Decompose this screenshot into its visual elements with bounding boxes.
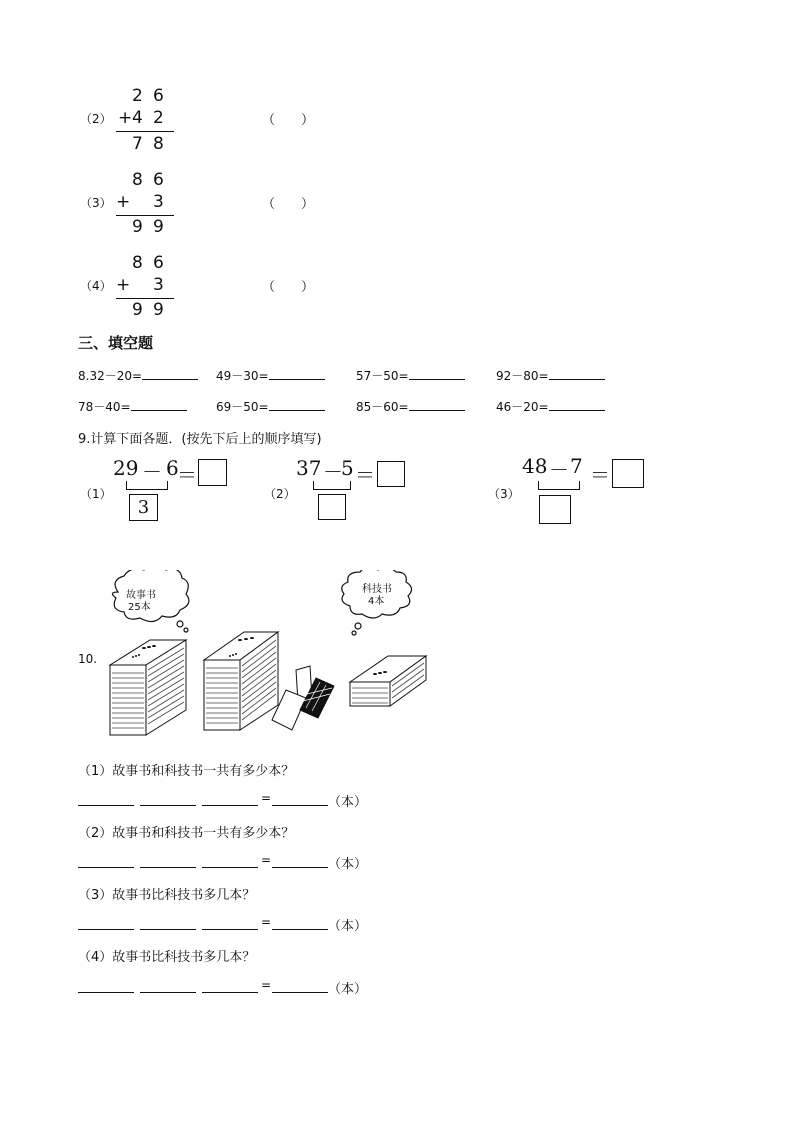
- problem-number: （3）: [488, 487, 520, 501]
- unit-label: （本）: [328, 982, 368, 997]
- answer-paren[interactable]: （ ）: [262, 197, 315, 212]
- equals-sign: ＝: [177, 463, 197, 487]
- equals-sign: =: [261, 915, 272, 929]
- answer-blank[interactable]: [140, 867, 196, 868]
- digit: 9: [132, 300, 143, 320]
- minus-sign: －: [323, 460, 343, 484]
- answer-blank[interactable]: [142, 367, 198, 380]
- intermediate-box[interactable]: [318, 494, 346, 520]
- operand-b: 5: [341, 456, 354, 480]
- digit: 2: [153, 108, 164, 128]
- bubble-line: 科技书: [362, 584, 392, 595]
- answer-blank[interactable]: [269, 398, 325, 411]
- answer-blank[interactable]: [140, 805, 196, 806]
- equals-sign: =: [261, 978, 272, 992]
- plus-sign: +: [118, 108, 133, 128]
- answer-blank[interactable]: [409, 398, 465, 411]
- bubble-line: 4本: [368, 596, 385, 607]
- answer-blank[interactable]: [140, 929, 196, 930]
- book-stack-icon: [350, 656, 426, 706]
- q8-expr: 92－80=: [496, 369, 549, 383]
- bracket: [126, 481, 168, 490]
- q8-expr: 57－50=: [356, 369, 409, 383]
- plus-sign: +: [116, 275, 131, 295]
- answer-blank[interactable]: [202, 867, 258, 868]
- problem-number: （2）: [264, 487, 296, 501]
- digit: 9: [132, 217, 143, 237]
- digit: 3: [153, 192, 164, 212]
- q8-item: [78, 398, 187, 415]
- unit-label: （本）: [328, 795, 368, 810]
- answer-blank[interactable]: [409, 367, 465, 380]
- digit: 7: [132, 134, 143, 154]
- answer-blank[interactable]: [140, 992, 196, 993]
- answer-blank[interactable]: [202, 805, 258, 806]
- q8-expr: 46－20=: [496, 400, 549, 414]
- answer-blank[interactable]: [272, 805, 328, 806]
- sub-question-label: （3）故事书比科技书多几本？: [78, 888, 256, 903]
- sum-line: [116, 298, 174, 299]
- digit: 9: [153, 217, 164, 237]
- answer-blank[interactable]: [549, 367, 605, 380]
- digit: 4: [132, 108, 143, 128]
- plus-sign: +: [116, 192, 131, 212]
- answer-paren[interactable]: （ ）: [262, 280, 315, 295]
- q8-item: [356, 367, 465, 384]
- answer-blank[interactable]: [78, 805, 134, 806]
- q9-title: 9.计算下面各题．(按先下后上的顺序填写): [78, 432, 322, 447]
- answer-blank[interactable]: [272, 929, 328, 930]
- q8-expr: 85－60=: [356, 400, 409, 414]
- intermediate-box[interactable]: [539, 495, 571, 524]
- minus-sign: －: [549, 458, 569, 482]
- sub-question-label: （4）故事书比科技书多几本？: [78, 950, 256, 965]
- answer-blank[interactable]: [202, 992, 258, 993]
- answer-blank[interactable]: [78, 992, 134, 993]
- bubble-line: 故事书: [126, 590, 156, 601]
- q8-expr: 69－50=: [216, 400, 269, 414]
- q8-item: [78, 367, 198, 384]
- answer-paren[interactable]: （ ）: [262, 113, 315, 128]
- answer-blank[interactable]: [78, 929, 134, 930]
- operand-a: 48: [522, 454, 548, 478]
- bubble-line: 25本: [128, 602, 151, 613]
- q8-expr: 49－30=: [216, 369, 269, 383]
- digit: 8: [132, 253, 143, 273]
- loose-books-icon: [272, 666, 334, 730]
- answer-blank[interactable]: [269, 367, 325, 380]
- problem-number: （1）: [80, 487, 112, 501]
- book-stack-icon: [110, 640, 186, 735]
- problem-number: （2）: [80, 112, 112, 126]
- sub-question-label: （2）故事书和科技书一共有多少本？: [78, 826, 295, 841]
- answer-blank[interactable]: [202, 929, 258, 930]
- q8-item: [216, 398, 325, 415]
- q8-expr: 8.32－20=: [78, 369, 143, 383]
- intermediate-box[interactable]: 3: [129, 494, 158, 521]
- digit: 6: [153, 170, 164, 190]
- equals-sign: =: [261, 853, 272, 867]
- problem-number: （4）: [80, 279, 112, 293]
- sum-line: [116, 131, 174, 132]
- digit: 9: [153, 300, 164, 320]
- digit: 3: [153, 275, 164, 295]
- digit: 8: [132, 170, 143, 190]
- answer-blank[interactable]: [272, 992, 328, 993]
- q8-expr: 78－40=: [78, 400, 131, 414]
- digit: 8: [153, 134, 164, 154]
- story-bubble-text: [126, 590, 156, 614]
- answer-blank[interactable]: [78, 867, 134, 868]
- unit-label: （本）: [328, 857, 368, 872]
- equals-sign: ＝: [355, 463, 375, 487]
- q8-item: [216, 367, 325, 384]
- answer-blank[interactable]: [131, 398, 187, 411]
- sum-line: [116, 215, 174, 216]
- q8-item: [356, 398, 465, 415]
- answer-blank[interactable]: [549, 398, 605, 411]
- equals-sign: ＝: [590, 463, 610, 487]
- book-stack-icon: [204, 632, 278, 730]
- operand-b: 6: [166, 456, 179, 480]
- question-number: 10.: [78, 652, 98, 666]
- bracket: [313, 481, 351, 490]
- bracket: [538, 481, 580, 490]
- operand-a: 29: [113, 456, 139, 480]
- digit: 6: [153, 253, 164, 273]
- minus-sign: －: [142, 460, 162, 484]
- operand-b: 7: [570, 454, 583, 478]
- digit: 2: [132, 86, 143, 106]
- tech-bubble-text: [362, 584, 392, 608]
- q8-item: [496, 398, 605, 415]
- result-box[interactable]: [612, 459, 644, 488]
- section-heading: 三、填空题: [78, 334, 154, 352]
- answer-blank[interactable]: [272, 867, 328, 868]
- unit-label: （本）: [328, 919, 368, 934]
- operand-a: 37: [296, 456, 322, 480]
- result-box[interactable]: [198, 459, 227, 486]
- q8-item: [496, 367, 605, 384]
- problem-number: （3）: [80, 196, 112, 210]
- result-box[interactable]: [377, 461, 405, 487]
- digit: 6: [153, 86, 164, 106]
- sub-question-label: （1）故事书和科技书一共有多少本？: [78, 764, 295, 779]
- equals-sign: =: [261, 791, 272, 805]
